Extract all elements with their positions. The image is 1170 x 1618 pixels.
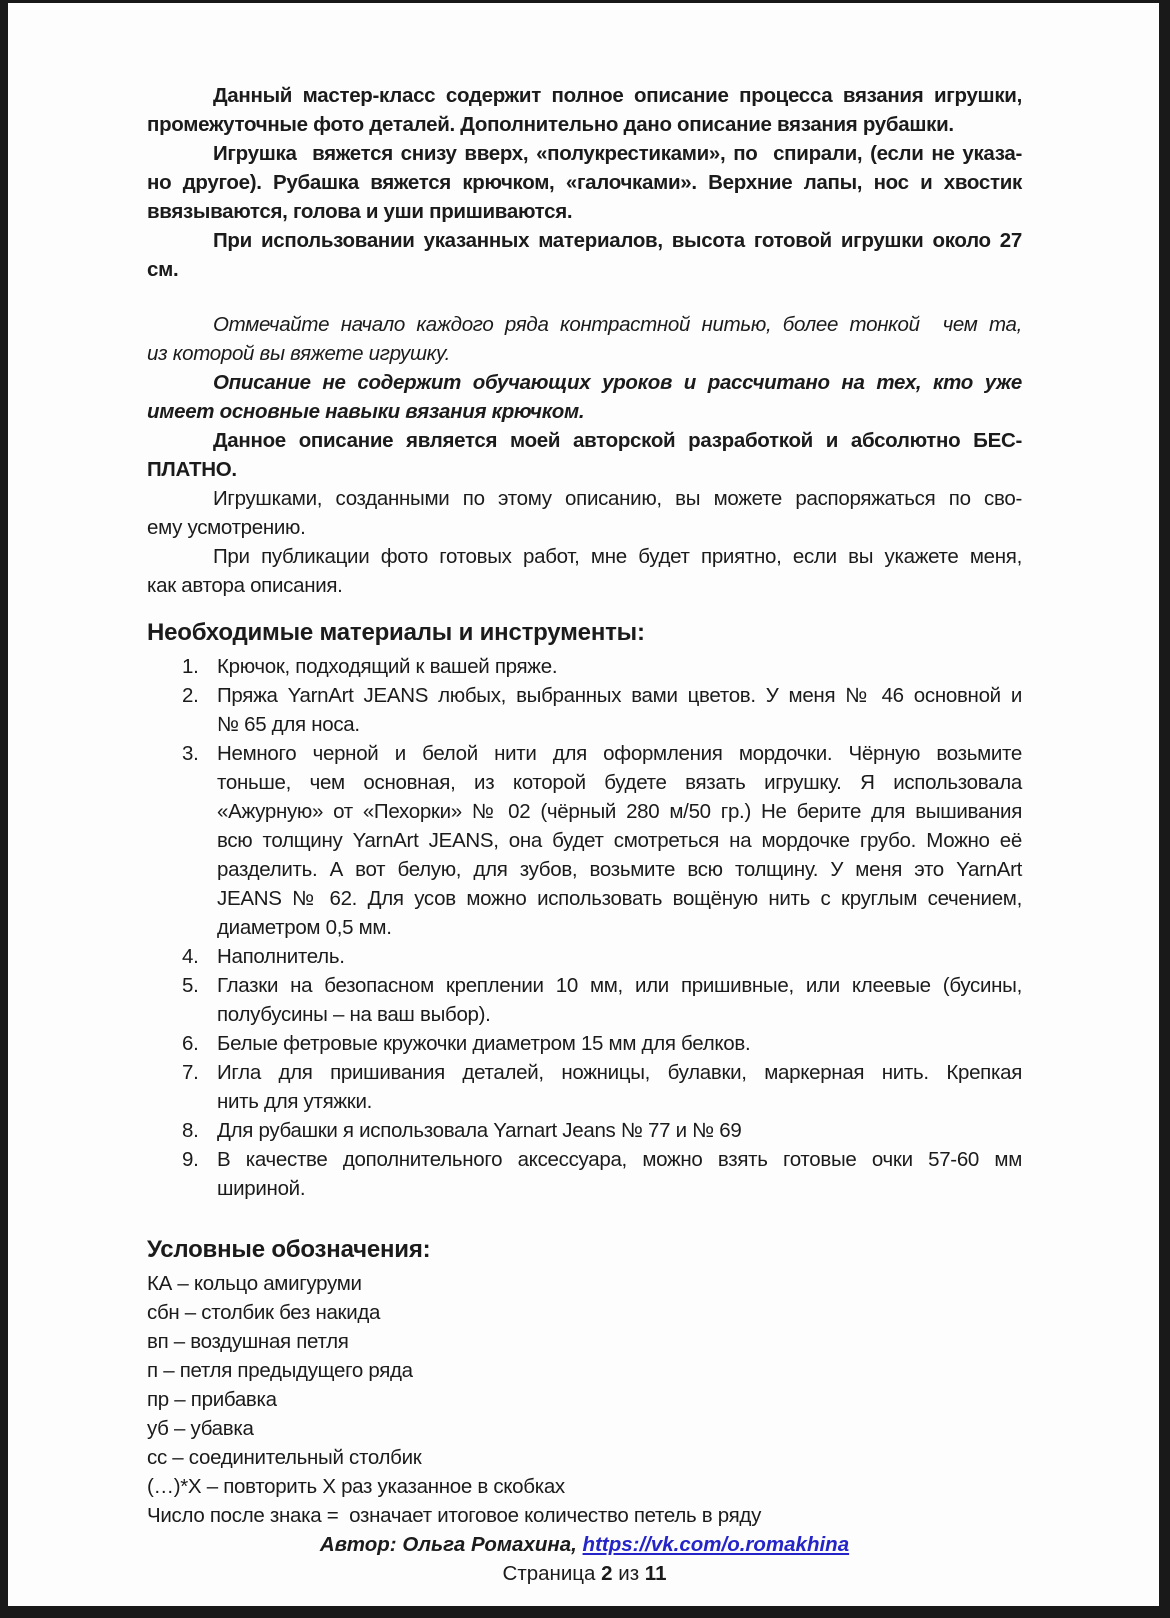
text-line: При публикации фото готовых работ, мне будет приятно, если вы укажете меня,: [213, 545, 1022, 568]
item-number: 4.: [182, 945, 199, 968]
text-line: сс – соединительный столбик: [147, 1446, 422, 1469]
text-line: но другое). Рубашка вяжется крючком, «галочками». Верхние лапы, нос и хвостик: [147, 171, 1022, 194]
text-line: имеет основные навыки вязания крючком.: [147, 400, 585, 423]
text-line: диаметром 0,5 мм.: [217, 916, 392, 939]
item-text: [217, 942, 1022, 971]
materials-item: [147, 1029, 1022, 1058]
text-line: (…)*Х – повторить Х раз указанное в скобках: [147, 1475, 565, 1498]
item-number: 5.: [182, 974, 199, 997]
text-line: При использовании указанных материалов, высота готовой игрушки около 27: [213, 229, 1022, 252]
item-text: [217, 739, 1022, 942]
text-line: вп – воздушная петля: [147, 1330, 349, 1353]
paragraph: [147, 226, 1022, 284]
text-line: «Ажурную» от «Пехорки» № 02 (чёрный 280 м/50 гр.) Не берите для вышивания: [217, 800, 1022, 823]
text-line: шириной.: [217, 1177, 306, 1200]
text-line: Наполнитель.: [217, 945, 345, 968]
text-line: Данный мастер-класс содержит полное описание процесса вязания игрушки,: [213, 84, 1022, 107]
page-number-part: 11: [644, 1562, 667, 1585]
text-line: Данное описание является моей авторской разработкой и абсолютно БЕС-: [213, 429, 1022, 452]
item-text: [217, 652, 1022, 681]
author-label: Автор: Ольга Ромахина,: [319, 1533, 583, 1556]
page-number-part: 2: [601, 1562, 613, 1585]
text-line: ему усмотрению.: [147, 516, 306, 539]
text-line: № 65 для носа.: [217, 713, 360, 736]
item-text: [217, 1058, 1022, 1116]
materials-item: [147, 1058, 1022, 1116]
text-line: из которой вы вяжете игрушку.: [147, 342, 451, 365]
materials-item: [147, 1145, 1022, 1203]
text-line: Игрушками, созданными по этому описанию, вы можете распоряжаться по сво-: [213, 487, 1022, 510]
item-text: [217, 681, 1022, 739]
paragraph: [147, 310, 1022, 368]
page-content: [8, 3, 1159, 1588]
materials-list: [147, 652, 1022, 1203]
item-number: 3.: [182, 742, 199, 765]
text-line: ПЛАТНО.: [147, 458, 237, 481]
text-line: Белые фетровые кружочки диаметром 15 мм для белков.: [217, 1032, 751, 1055]
author-link[interactable]: https://vk.com/o.romakhina: [582, 1533, 850, 1556]
paragraph: [147, 81, 1022, 139]
text-line: пр – прибавка: [147, 1388, 277, 1411]
materials-item: [147, 1116, 1022, 1145]
text-line: промежуточные фото деталей. Дополнительно дано описание вязания рубашки.: [147, 113, 954, 136]
page-footer: [147, 1530, 1022, 1588]
paragraph: [147, 484, 1022, 542]
item-text: [217, 1145, 1022, 1203]
text-line: всю толщину YarnArt JEANS, она будет смотреться на мордочке грубо. Можно её: [217, 829, 1022, 852]
text-line: тоньше, чем основная, из которой будете вязать игрушку. Я использовала: [217, 771, 1022, 794]
materials-item: [147, 652, 1022, 681]
item-number: 8.: [182, 1119, 199, 1142]
text-line: JEANS № 62. Для усов можно использовать вощёную нить с круглым сечением,: [217, 887, 1022, 910]
materials-item: [147, 942, 1022, 971]
paragraph: [147, 426, 1022, 484]
item-number: 9.: [182, 1148, 199, 1171]
item-text: [217, 1116, 1022, 1145]
text-line: В качестве дополнительного аксессуара, можно взять готовые очки 57-60 мм: [217, 1148, 1022, 1171]
page-number-part: Страница: [502, 1562, 602, 1585]
intro-paragraphs: [147, 81, 1022, 600]
text-line: разделить. А вот белую, для зубов, возьмите всю толщину. У меня это YarnArt: [217, 858, 1022, 881]
text-line: Игла для пришивания деталей, ножницы, булавки, маркерная нить. Крепкая: [217, 1061, 1022, 1084]
item-number: 7.: [182, 1061, 199, 1084]
item-text: [217, 1029, 1022, 1058]
text-line: Крючок, подходящий к вашей пряже.: [217, 655, 558, 678]
legend-heading: Условные обозначения:: [147, 1236, 431, 1263]
materials-item: [147, 971, 1022, 1029]
page-number-line: [147, 1559, 1022, 1588]
text-line: Число после знака = означает итоговое количество петель в ряду: [147, 1504, 762, 1527]
text-line: Пряжа YarnArt JEANS любых, выбранных вами цветов. У меня № 46 основной и: [217, 684, 1022, 707]
text-line: полубусины – на ваш выбор).: [217, 1003, 491, 1026]
page-number-part: из: [612, 1562, 645, 1585]
legend-list: [147, 1269, 1022, 1530]
text-line: п – петля предыдущего ряда: [147, 1359, 413, 1382]
text-line: ввязываются, голова и уши пришиваются.: [147, 200, 573, 223]
text-line: Описание не содержит обучающих уроков и рассчитано на тех, кто уже: [213, 371, 1022, 394]
text-line: Глазки на безопасном креплении 10 мм, или пришивные, или клеевые (бусины,: [217, 974, 1022, 997]
materials-item: [147, 681, 1022, 739]
text-line: нить для утяжки.: [217, 1090, 373, 1113]
text-line: сбн – столбик без накида: [147, 1301, 381, 1324]
text-line: Немного черной и белой нити для оформления мордочки. Чёрную возьмите: [217, 742, 1022, 765]
item-number: 6.: [182, 1032, 199, 1055]
paragraph: [147, 542, 1022, 600]
materials-item: [147, 739, 1022, 942]
text-line: см.: [147, 258, 179, 281]
text-line: КА – кольцо амигуруми: [147, 1272, 362, 1295]
text-line: Игрушка вяжется снизу вверх, «полукрестиками», по спирали, (если не указа-: [213, 142, 1022, 165]
item-number: 2.: [182, 684, 199, 707]
text-line: Для рубашки я использовала Yarnart Jeans № 77 и № 69: [217, 1119, 742, 1142]
text-line: как автора описания.: [147, 574, 343, 597]
materials-heading: Необходимые материалы и инструменты:: [147, 619, 645, 646]
text-line: Отмечайте начало каждого ряда контрастной нитью, более тонкой чем та,: [213, 313, 1022, 336]
item-number: 1.: [182, 655, 199, 678]
paragraph: [147, 368, 1022, 426]
author-line: [147, 1530, 1022, 1559]
text-line: уб – убавка: [147, 1417, 254, 1440]
item-text: [217, 971, 1022, 1029]
paragraph: [147, 139, 1022, 226]
